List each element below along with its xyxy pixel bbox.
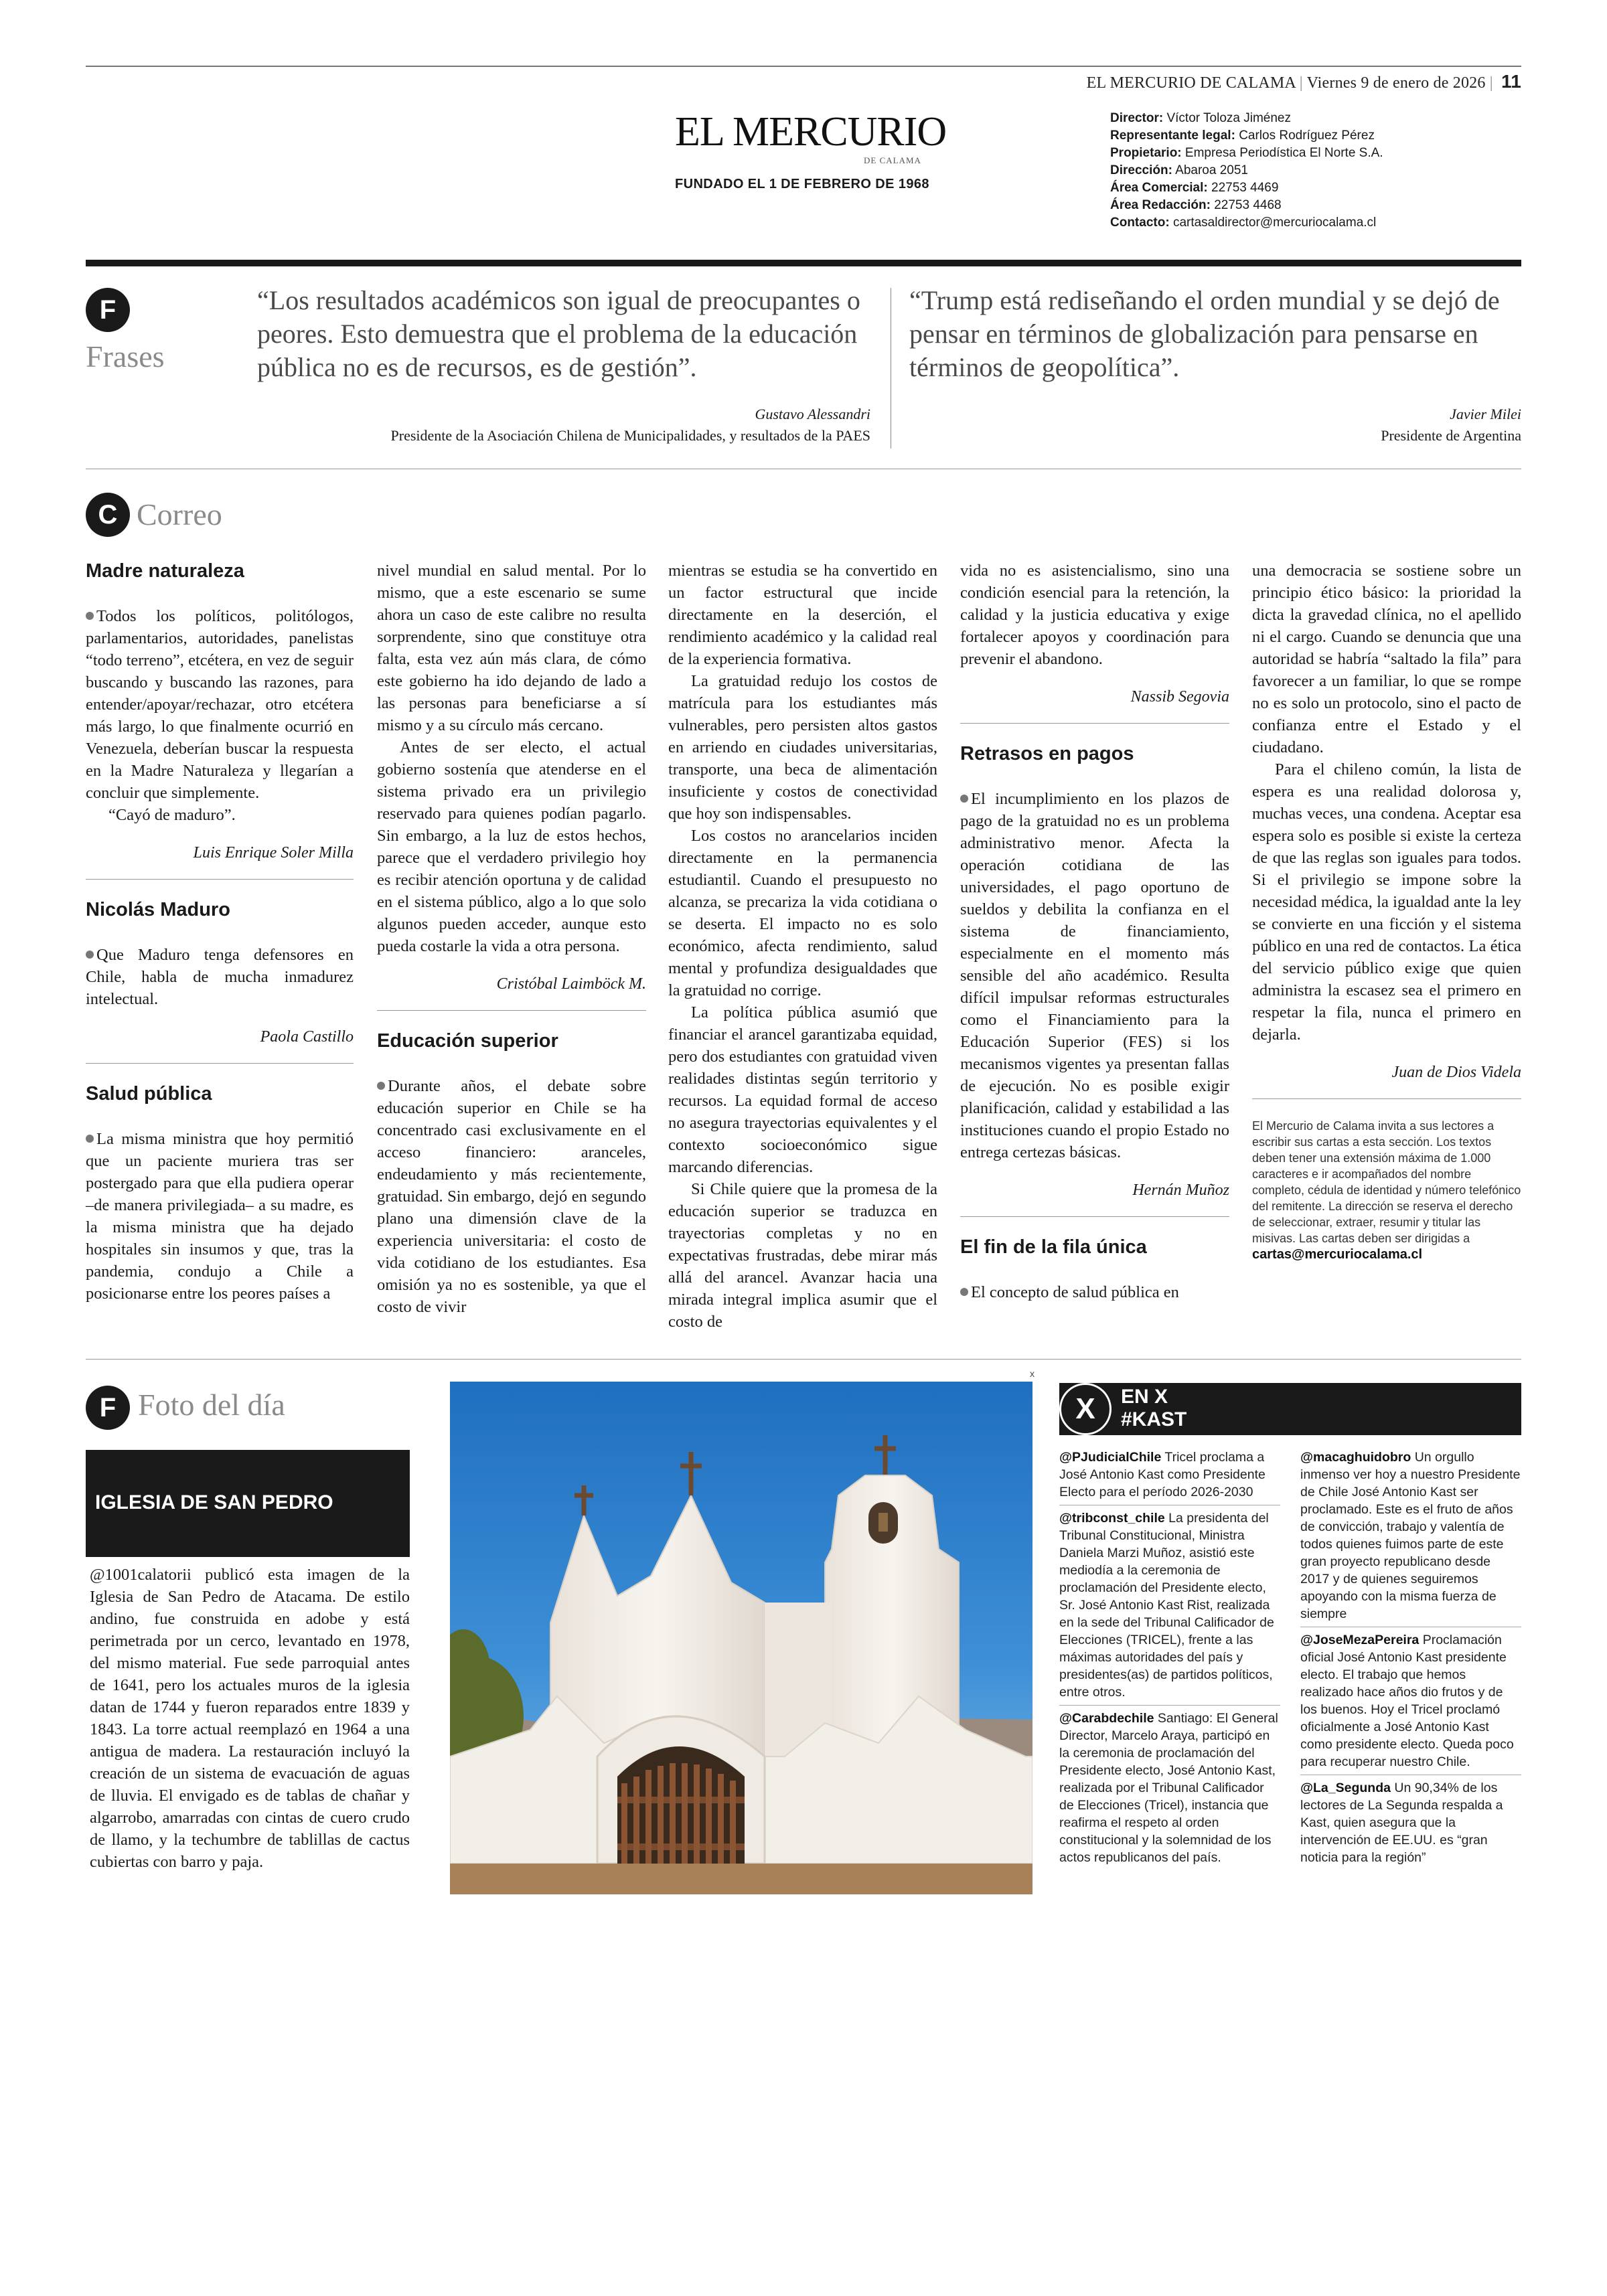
letter-signature: Cristóbal Laimböck M. [496, 975, 646, 993]
letter-title-salud: Salud pública [86, 1083, 212, 1104]
staff-box [1110, 110, 1383, 232]
letter-divider [1252, 1098, 1521, 1099]
correo-badge-icon: C [86, 493, 130, 537]
section-rule [86, 1359, 1521, 1360]
letter-body: La gratuidad redujo los costos de matrícula para los estudiantes más vulnerables, pero persisten altos gastos en arriendo en ciudades universitarias, transporte, una beca de alimentación insuficiente y costos de conectividad que hoy son indispensables. [668, 672, 937, 823]
letter-body: Todos los políticos, politólogos, parlamentarios, autoridades, panelistas “todo terreno”, etcétera, en vez de seguir buscando y buscando las razones, para entender/apoyar/rechazar, otro etcétera más largo, lo que finalmente ocurrió en Venezuela, deberían buscar la respuesta en la Madre Naturaleza y llegarían a concluir que simplemente. [86, 607, 354, 802]
tweet-handle[interactable]: @Carabdechile [1059, 1711, 1154, 1726]
letter-body: una democracia se sostiene sobre un principio ético básico: la prioridad la dicta la gravedad clínica, no el apellido ni el cargo. Cuando se denuncia que una autoridad se habría “saltado la fila” para favorecer a un familiar, lo que se rompe no es solo un protocolo, sino el pacto de confianza entre el Estado y el ciudadano. [1252, 562, 1521, 756]
letter-body: Durante años, el debate sobre educación superior en Chile se ha concentrado casi exclusivamente en el acceso financiero: aranceles, endeudamiento y más recientemente, gratuidad. Sin embargo, dejó en segundo plano una dimensión clave de la experiencia universitaria: el costo de vida cotidiano de los estudiantes. Esa omisión ya no es sostenible, ya que el costo de vivir [377, 1077, 646, 1316]
top-rule [86, 66, 1521, 67]
x-logo-icon: X [1059, 1383, 1112, 1435]
letter-divider [377, 1010, 646, 1011]
foto-label: Foto del día [138, 1388, 285, 1422]
tweet-text: La presidenta del Tribunal Constitucional, Ministra Daniela Marzi Muñoz, asistió este mediodía a la ceremonia de proclamación del Presidente electo, Sr. José Antonio Kast Rist, realizada en la sede del Tribunal Calificador de Elecciones (TRICEL), frente a las máximas autoridades del país y presidentes(as) de partidos políticos, entre otros. [1059, 1511, 1274, 1700]
letter-title-retrasos: Retrasos en pagos [960, 743, 1134, 764]
tweet-text: Un 90,34% de los lectores de La Segunda respalda a Kast, quien asegura que la intervención de EE.UU. es “gran noticia para la región” [1300, 1781, 1503, 1865]
tweet-handle[interactable]: @macaghuidobro [1300, 1450, 1411, 1465]
bullet-icon [86, 951, 94, 959]
staff-row: Dirección: Abaroa 2051 [1110, 163, 1248, 177]
letters-column-4 [960, 560, 1229, 1303]
tweet-handle[interactable]: @tribconst_chile [1059, 1511, 1165, 1526]
letter-divider [86, 879, 354, 880]
letter-title-fila: El fin de la fila única [960, 1236, 1147, 1258]
letter-signature: Nassib Segovia [1130, 688, 1229, 706]
staff-row: Área Comercial: 22753 4469 [1110, 181, 1279, 195]
letter-signature: Luis Enrique Soler Milla [193, 844, 354, 862]
letters-invitation: El Mercurio de Calama invita a sus lectores a escribir sus cartas a esta sección. Los textos deben tener una extensión máxima de 1.000 caracteres e ir acompañados del nombre completo, cédula de identidad y número telefónico del remitente. La dirección se reserva el derecho de seleccionar, extraer, resumir y titular las misivas. Las cartas deben ser dirigidas a cartas@mercuriocalama.cl [1252, 1119, 1521, 1262]
staff-row: Propietario: Empresa Periodística El Norte S.A. [1110, 146, 1383, 160]
frases-label: Frases [86, 339, 165, 374]
photo-title-box [86, 1450, 410, 1557]
letters-column-2 [377, 560, 646, 1318]
letter-body: Los costos no arancelarios inciden directamente en la permanencia estudiantil. Cuando el presupuesto no alcanza, se precariza la vida cotidiana o se deserta. El impacto no es solo económico, afecta rendimiento, salud mental y profundiza desigualdades que la gratuidad no corrige. [668, 827, 937, 999]
photo-description: @1001calatorii publicó esta imagen de la Iglesia de San Pedro de Atacama. De estilo andino, fue construida en adobe y está perimetrada por un cerco, levantado en 1978, del mismo material. Fue sede parroquial antes de 1641, pero los actuales muros de la iglesia datan de 1744 y fueron reparados entre 1839 y 1843. La torre actual reemplazó en 1964 a una antigua de madera. La restauración incluyó la creación de un sistema de evacuación de aguas de lluvia. El envigado es de tablas de chañar y algarrobo, amarradas con cintas de cuero crudo de llamo, y la techumbre de tablillas de cactus cubiertas con barro y paja. [90, 1566, 410, 1871]
newspaper-logo-sub: DE CALAMA [864, 155, 921, 165]
tweet-handle[interactable]: @JoseMezaPereira [1300, 1633, 1420, 1647]
quote-1-author: Gustavo Alessandri [755, 406, 870, 422]
letter-body: Para el chileno común, la lista de espera es una realidad dolorosa y, muchas veces, una condena. Aceptar esa espera solo es posible si existe la certeza de que las reglas son iguales para todos. Si el privilegio se impone sobre la necesidad médica, la igualdad ante la ley se convierte en una ficción y el sistema público en una red de contactos. La ética del servicio público exige que quien administra la escasez sea el primero en respetar la fila, nunca el primero en dejarla. [1252, 760, 1521, 1044]
bullet-icon [377, 1082, 385, 1090]
quote-2-role: Presidente de Argentina [1381, 427, 1521, 444]
letters-column-5 [1252, 560, 1521, 1262]
tweet-text: Tricel proclama a José Antonio Kast como Presidente Electo para el período 2026-2030 [1059, 1450, 1266, 1499]
letter-body: “Cayó de maduro”. [108, 806, 236, 824]
paper-name: EL MERCURIO DE CALAMA [1086, 74, 1296, 92]
letter-body: La misma ministra que hoy permitió que un paciente muriera tras ser postergado para que ella pudiera operar –de manera privilegiada– a su madre, es la misma ministra que ha dejado hospitales sin insumos y que, tras la pandemia, condujo a Chile a posicionarse entre los peores países a [86, 1130, 354, 1303]
letters-email[interactable]: cartas@mercuriocalama.cl [1252, 1247, 1423, 1262]
church-photo [450, 1382, 1032, 1894]
tweet-text: Santiago: El General Director, Marcelo Araya, participó en la ceremonia de proclamación del Presidente electo, José Antonio Kast, realizada por el Tribunal Calificador de Elecciones (Tricel), instancia que reafirma el respeto al orden constitucional y la solemnidad de los actos republicanos del país. [1059, 1711, 1278, 1865]
church-illustration [450, 1382, 1032, 1894]
quote-1-text: “Los resultados académicos son igual de preocupantes o peores. Esto demuestra que el problema de la educación pública no es de recursos, es de gestión”. [257, 285, 860, 382]
letter-signature: Juan de Dios Videla [1391, 1064, 1521, 1081]
letter-divider [86, 1063, 354, 1064]
tweet[interactable] [1059, 1509, 1280, 1706]
letter-title-madre: Madre naturaleza [86, 560, 244, 582]
tweets-column-2 [1300, 1449, 1521, 1874]
letter-body: Si Chile quiere que la promesa de la educación superior se traduzca en trayectorias completas y no en expectativas frustradas, debe mirar más allá del arancel. Avanzar hacia una mirada integral implica asumir que el costo de [668, 1180, 937, 1331]
letter-title-educacion: Educación superior [377, 1030, 558, 1052]
correo-label: Correo [137, 497, 222, 531]
enx-title: EN X #KAST [1121, 1386, 1187, 1430]
letter-body: nivel mundial en salud mental. Por lo mismo, que a este escenario se sume ahora un caso de este calibre no resulta sorprendente, sino que constituye otra falta, esta vez aún más clara, de cómo este gobierno ha ido dejando de lado a las personas para beneficiarse a sí mismo y a su círculo más cercano. [377, 562, 646, 734]
bullet-icon [960, 795, 968, 803]
tweet-handle[interactable]: @PJudicialChile [1059, 1450, 1162, 1465]
tweet[interactable] [1300, 1779, 1521, 1870]
staff-row: Director: Víctor Toloza Jiménez [1110, 111, 1291, 125]
tweet[interactable] [1059, 1449, 1280, 1505]
bullet-icon [86, 612, 94, 620]
letter-body: El concepto de salud pública en [960, 1281, 1229, 1303]
letter-body: vida no es asistencialismo, sino una condición esencial para la retención, la calidad y la justicia educativa y exige fortalecer apoyos y coordinación para prevenir el abandono. [960, 562, 1229, 668]
tweet-handle[interactable]: @La_Segunda [1300, 1781, 1391, 1795]
quote-1-role: Presidente de la Asociación Chilena de Municipalidades, y resultados de la PAES [390, 427, 870, 444]
photo-close-mark: x [1030, 1368, 1035, 1379]
letter-signature: Paola Castillo [260, 1028, 354, 1046]
letter-body: Antes de ser electo, el actual gobierno sostenía que atenderse en el sistema privado era un privilegio reservado para quienes podían pagarlo. Sin embargo, a la luz de estos hechos, parece que el verdadero privilegio hoy es recibir atención oportuna y de calidad en el sistema público, algo a lo que solo algunos pueden acceder, aunque esto pueda costarle la vida a otra persona. [377, 738, 646, 955]
staff-row[interactable]: Contacto: cartasaldirector@mercuriocalama.cl [1110, 216, 1377, 230]
staff-row: Área Redacción: 22753 4468 [1110, 198, 1282, 212]
issue-date: Viernes 9 de enero de 2026 [1306, 74, 1486, 92]
tweet-text: Un orgullo inmenso ver hoy a nuestro Presidente de Chile José Antonio Kast ser proclamado. Este es el fruto de años de convicción, trabajo y valentía de todos quienes fuimos parte de este gran proyecto republicano desde 2017 y de quienes seguiremos apoyando con la misma fuerza de siempre [1300, 1450, 1521, 1621]
heavy-divider [86, 260, 1521, 266]
tweet-text: Proclamación oficial José Antonio Kast presidente electo. El trabajo que hemos realizado hace años dio frutos y de los buenos. Hoy el Tricel proclamó oficialmente a José Antonio Kast como presidente electo. Queda poco para recuperar nuestro Chile. [1300, 1633, 1514, 1769]
letter-body: mientras se estudia se ha convertido en un factor estructural que incide directamente en la deserción, el rendimiento académico y la calidad real de la experiencia formativa. [668, 562, 937, 668]
page-header: EL MERCURIO DE CALAMA | Viernes 9 de enero de 2026 | 11 [1086, 71, 1521, 92]
letter-title-maduro: Nicolás Maduro [86, 899, 230, 920]
page-number: 11 [1501, 71, 1521, 92]
founded-line: FUNDADO EL 1 DE FEBRERO DE 1968 [675, 177, 929, 191]
letter-body: La política pública asumió que financiar el arancel garantizaba equidad, pero dos estudiantes con gratuidad viven realidades distintas según territorio y recursos. La equidad formal de acceso no asegura trayectorias equivalentes y el contexto socioeconómico sigue marcando diferencias. [668, 1003, 937, 1176]
letter-body: El incumplimiento en los plazos de pago de la gratuidad no es un problema administrativo menor. Afecta la operación cotidiana de las universidades, el pago oportuno de sueldos y debilita la confianza en el sistema de financiamiento, especialmente en el momento más sensible del año académico. Resulta difícil impulsar reformas estructurales como el Financiamiento para la Educación Superior (FES) si los mecanismos vigentes ya presentan fallas de ejecución. No es posible exigir planificación, calidad y estabilidad a las instituciones cuando el propio Estado no entrega certezas básicas. [960, 790, 1229, 1161]
staff-row: Representante legal: Carlos Rodríguez Pérez [1110, 129, 1375, 143]
photo-title: IGLESIA DE SAN PEDRO [95, 1491, 333, 1513]
quote-2-author: Javier Milei [1450, 406, 1521, 422]
letter-divider [960, 1216, 1229, 1217]
newspaper-logo: EL MERCURIO [675, 109, 947, 155]
foto-badge-icon: F [86, 1386, 130, 1430]
letters-column-1 [86, 560, 354, 1305]
letter-divider [960, 723, 1229, 724]
bullet-icon [86, 1135, 94, 1143]
quote-2-text: “Trump está rediseñando el orden mundial y se dejó de pensar en términos de globalización para pensarse en términos de geopolítica”. [909, 285, 1500, 382]
letter-signature: Hernán Muñoz [1132, 1181, 1229, 1199]
tweet[interactable] [1059, 1710, 1280, 1870]
frases-badge-icon: F [86, 288, 130, 332]
tweet[interactable] [1300, 1631, 1521, 1775]
bullet-icon [960, 1288, 968, 1296]
letter-body: Que Maduro tenga defensores en Chile, habla de mucha inmadurez intelectual. [86, 946, 354, 1008]
tweets-column-1 [1059, 1449, 1280, 1874]
tweet[interactable] [1300, 1449, 1521, 1627]
letters-column-3 [668, 560, 937, 1333]
